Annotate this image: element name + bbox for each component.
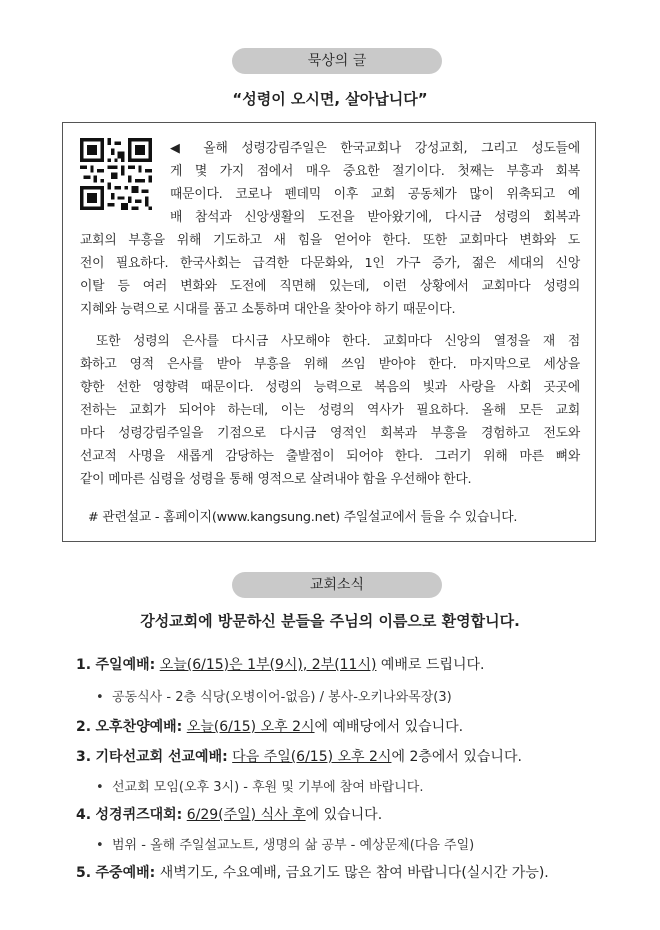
subitem-text: 범위 - 올해 주일설교노트, 생명의 삶 공부 - 예상문제(다음 주일) [112,838,475,853]
meditation-header-label: 묵상의 글 [307,53,367,69]
item-number: 3. [76,749,92,765]
meditation-line: ◀ 올해 성령강림주일은 한국교회나 강성교회, 그리고 성도들에 [170,141,580,156]
item-highlight: 오늘(6/15) 오후 2시 [186,719,315,735]
meditation-line: 향한 선한 영향력 때문이다. 성령의 능력으로 복음의 빛과 사랑을 사회 곳곳에 [80,380,580,395]
section-header-news [232,572,442,598]
item-number: 5. [76,865,92,881]
item-highlight: 오늘(6/15)은 1부(9시), 2부(11시) [159,657,377,673]
meditation-title: “성령이 오시면, 살아납니다” [232,90,428,108]
sermon-link-note: # 관련설교 - 홈페이지(www.kangsung.net) 주일설교에서 들을 수 있습니다. [88,510,518,525]
news-item: 5. 주중예배: 새벽기도, 수요예배, 금요기도 많은 참여 바랍니다(실시간 가능). [76,865,549,881]
item-text: 예배로 드립니다. [376,657,485,673]
news-subitem: • 공동식사 - 2층 식당(오병이어-없음) / 봉사-오키나와목장(3) [96,690,452,705]
meditation-line: 지혜와 능력으로 시대를 품고 소통하며 대안을 찾아야 하기 때문이다. [80,302,456,317]
meditation-line: 같이 메마른 심령을 성령을 통해 영적으로 살려내야 함을 우선해야 한다. [80,472,472,487]
section-header-meditation [232,48,442,74]
news-header-label: 교회소식 [309,577,365,593]
meditation-line: 마다 성령강림주일을 기점으로 다시금 영적인 회복과 부흥을 경험하고 전도와 [80,426,580,441]
item-number: 2. [76,719,92,735]
item-text: 에 2층에서 있습니다. [391,749,522,765]
item-highlight: 6/29(주일) 식사 후 [186,807,306,823]
item-text: 에 예배당에서 있습니다. [314,719,464,735]
item-number: 1. [76,657,92,673]
item-label: 오후찬양예배 [95,719,177,735]
meditation-line: 게 몇 가지 점에서 매우 중요한 절기이다. 첫째는 부흥과 회복 [170,164,580,179]
news-item: 3. 기타선교회 선교예배: 다음 주일(6/15) 오후 2시에 2층에서 있습니다. [76,749,522,765]
meditation-line: 전이 필요하다. 한국사회는 급격한 다문화와, 1인 가구 증가, 젊은 세대의 신앙 [80,256,580,271]
meditation-line: 때문이다. 코로나 펜데믹 이후 교회 공동체가 많이 위축되고 예 [170,187,580,202]
meditation-line: 선교적 사명을 새롭게 감당하는 출발점이 되어야 한다. 그러기 위해 마른 뼈와 [80,449,580,464]
welcome-message: 강성교회에 방문하신 분들을 주님의 이름으로 환영합니다. [140,612,520,630]
meditation-line: 교회의 부흥을 위해 기도하고 새 힘을 얻어야 한다. 또한 교회마다 변화와 도 [80,233,580,248]
meditation-line: 이탈 등 여러 변화와 도전에 직면해 있는데, 이런 상황에서 교회마다 성령의 [80,279,580,294]
news-item: 2. 오후찬양예배: 오늘(6/15) 오후 2시에 예배당에서 있습니다. [76,719,464,735]
news-subitem: • 선교회 모임(오후 3시) - 후원 및 기부에 참여 바랍니다. [96,780,424,795]
subitem-text: 공동식사 - 2층 식당(오병이어-없음) / 봉사-오키나와목장(3) [112,690,452,705]
news-subitem: • 범위 - 올해 주일설교노트, 생명의 삶 공부 - 예상문제(다음 주일) [96,838,475,853]
item-label: 주중예배 [95,865,150,881]
item-label: 기타선교회 선교예배 [95,749,223,765]
item-label: 성경퀴즈대회 [95,807,177,823]
item-text: 새벽기도, 수요예배, 금요기도 많은 참여 바랍니다(실시간 가능). [159,865,549,881]
item-text: 에 있습니다. [305,807,383,823]
item-number: 4. [76,807,92,823]
qr-code-icon[interactable] [80,138,152,210]
item-highlight: 다음 주일(6/15) 오후 2시 [232,749,392,765]
item-label: 주일예배 [95,657,150,673]
meditation-line: 전하는 교회가 되어야 하는데, 이는 성령의 역사가 필요하다. 올해 모든 교회 [80,403,580,418]
meditation-line: 또한 성령의 은사를 다시금 사모해야 한다. 교회마다 신앙의 열정을 재 점 [96,334,580,349]
meditation-line: 화하고 영적 은사를 받아 부흥을 위해 쓰임 받아야 한다. 마지막으로 세상을 [80,357,580,372]
meditation-line: 배 참석과 신앙생활의 도전을 받아왔기에, 다시금 성령의 회복과 [170,210,580,225]
subitem-text: 선교회 모임(오후 3시) - 후원 및 기부에 참여 바랍니다. [112,780,424,795]
news-item: 1. 주일예배: 오늘(6/15)은 1부(9시), 2부(11시) 예배로 드립니다. [76,657,485,673]
news-item: 4. 성경퀴즈대회: 6/29(주일) 식사 후에 있습니다. [76,807,383,823]
